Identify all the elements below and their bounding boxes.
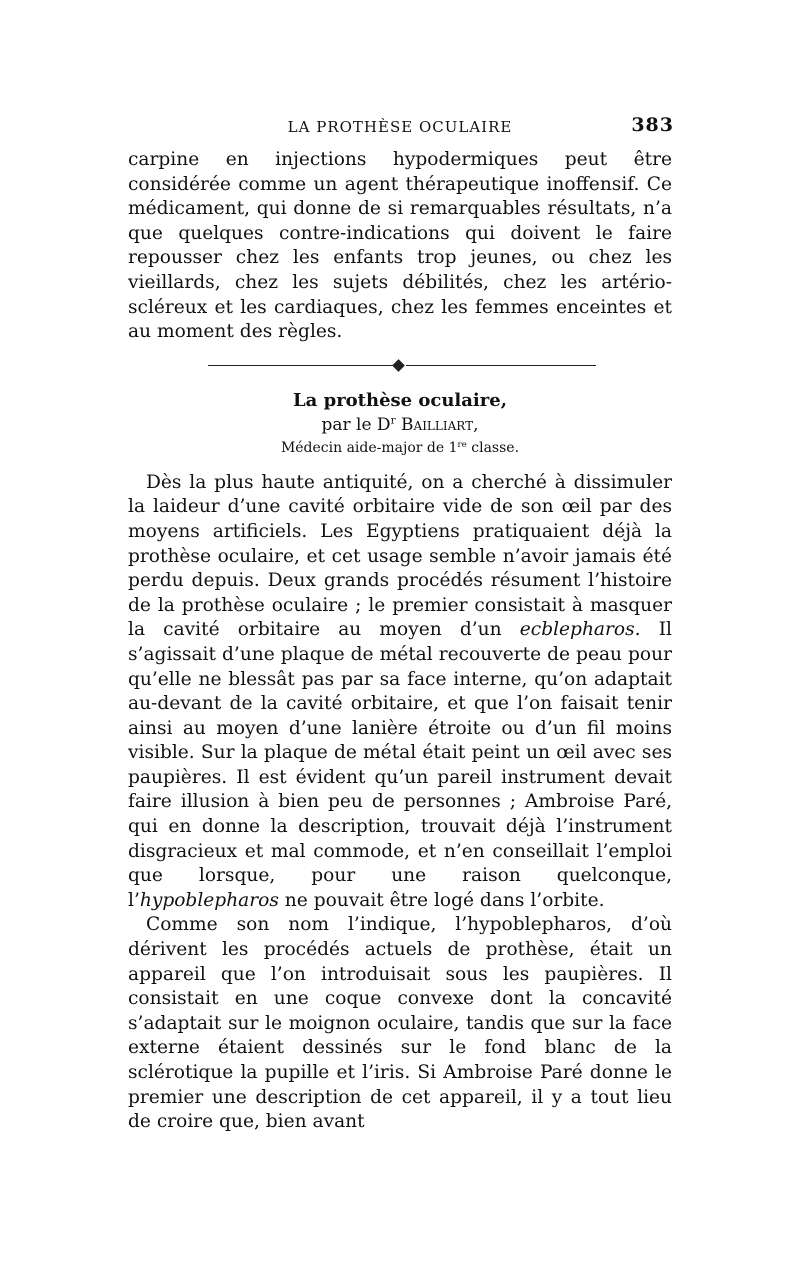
article-paragraph-2: Comme son nom l’indique, l’hypoblepharos, d’où dérivent les procédés actuels de prothèse, était un appareil que l’on introduisait sous les paupières. Il consistait en une coque convexe dont la concavité s’adaptait sur le moignon oculaire, tandis que sur la face externe étaient dessinés sur le fond blanc de la sclérotique la pupille et l’iris. Si Ambroise Paré donne le premier une description de cet appareil, il y a tout lieu de croire que, bien avant [128, 914, 672, 1133]
role-suffix: classe. [466, 439, 520, 456]
separator-line-left [208, 365, 394, 367]
article-title: La prothèse oculaire, [293, 389, 507, 411]
paragraph-1-part-1: Dès la plus haute antiquité, on a cherché à dissimuler la laideur d’une cavité orbitaire vide de son œil par des moyens artificiels. Les Egyptiens pratiquaient déjà la prothèse oculaire, et cet usage semble n’avoir jamais été perdu depuis. Deux grands procédés résument l’histoire de la prothèse oculaire ; le premier consistait à masquer la cavité orbitaire au moyen d’un [128, 471, 672, 641]
page-number: 383 [631, 114, 674, 136]
separator-diamond-ornament [392, 359, 405, 372]
role-superscript: re [457, 439, 467, 450]
author-role [128, 437, 672, 459]
term-ecblepharos: ecblepharos. [519, 619, 641, 641]
paragraph-1-part-3: ne pouvait être logé dans l’orbite. [278, 889, 605, 911]
role-prefix: Médecin aide-major de 1 [280, 439, 458, 456]
article-byline [128, 413, 672, 437]
byline-prefix: par le D [321, 414, 391, 435]
running-head [128, 108, 672, 148]
book-page [128, 108, 672, 1135]
separator-line-right [406, 365, 596, 367]
running-head-title: LA PROTHÈSE OCULAIRE [287, 118, 513, 136]
paragraph-1-part-2: Il s’agissait d’une plaque de métal recouverte de peau pour qu’elle ne blessât pas par sa face interne, qu’on adaptait au-devant de la cavité orbitaire, et que l’on faisait tenir ainsi au moyen d’une lanière étroite ou d’un fil moins visible. Sur la plaque de métal était peint un œil avec ses paupières. Il est évident qu’un pareil instrument devait faire illusion à bien peu de personnes ; Ambroise Paré, qui en donne la description, trouvait déjà l’instrument disgracieux et mal commode, et n’en conseillait l’emploi que lorsque, pour une raison quelconque, l’ [128, 619, 672, 911]
section-separator [128, 355, 672, 377]
byline-superscript: r [390, 414, 396, 427]
term-hypoblepharos: hypoblepharos [139, 889, 279, 911]
author-name: Bailliart, [401, 414, 479, 435]
previous-article-closing-paragraph: carpine en injections hypodermiques peut être considérée comme un agent thérapeutique inoffensif. Ce médicament, qui donne de si remarquables résultats, n’a que quelques contre-indications qui doivent le faire repousser chez les enfants trop jeunes, ou chez les vieillards, chez les sujets débilités, chez les artério-scléreux et les cardiaques, chez les femmes enceintes et au moment des règles. [128, 149, 672, 343]
article-paragraph-1 [128, 471, 672, 914]
